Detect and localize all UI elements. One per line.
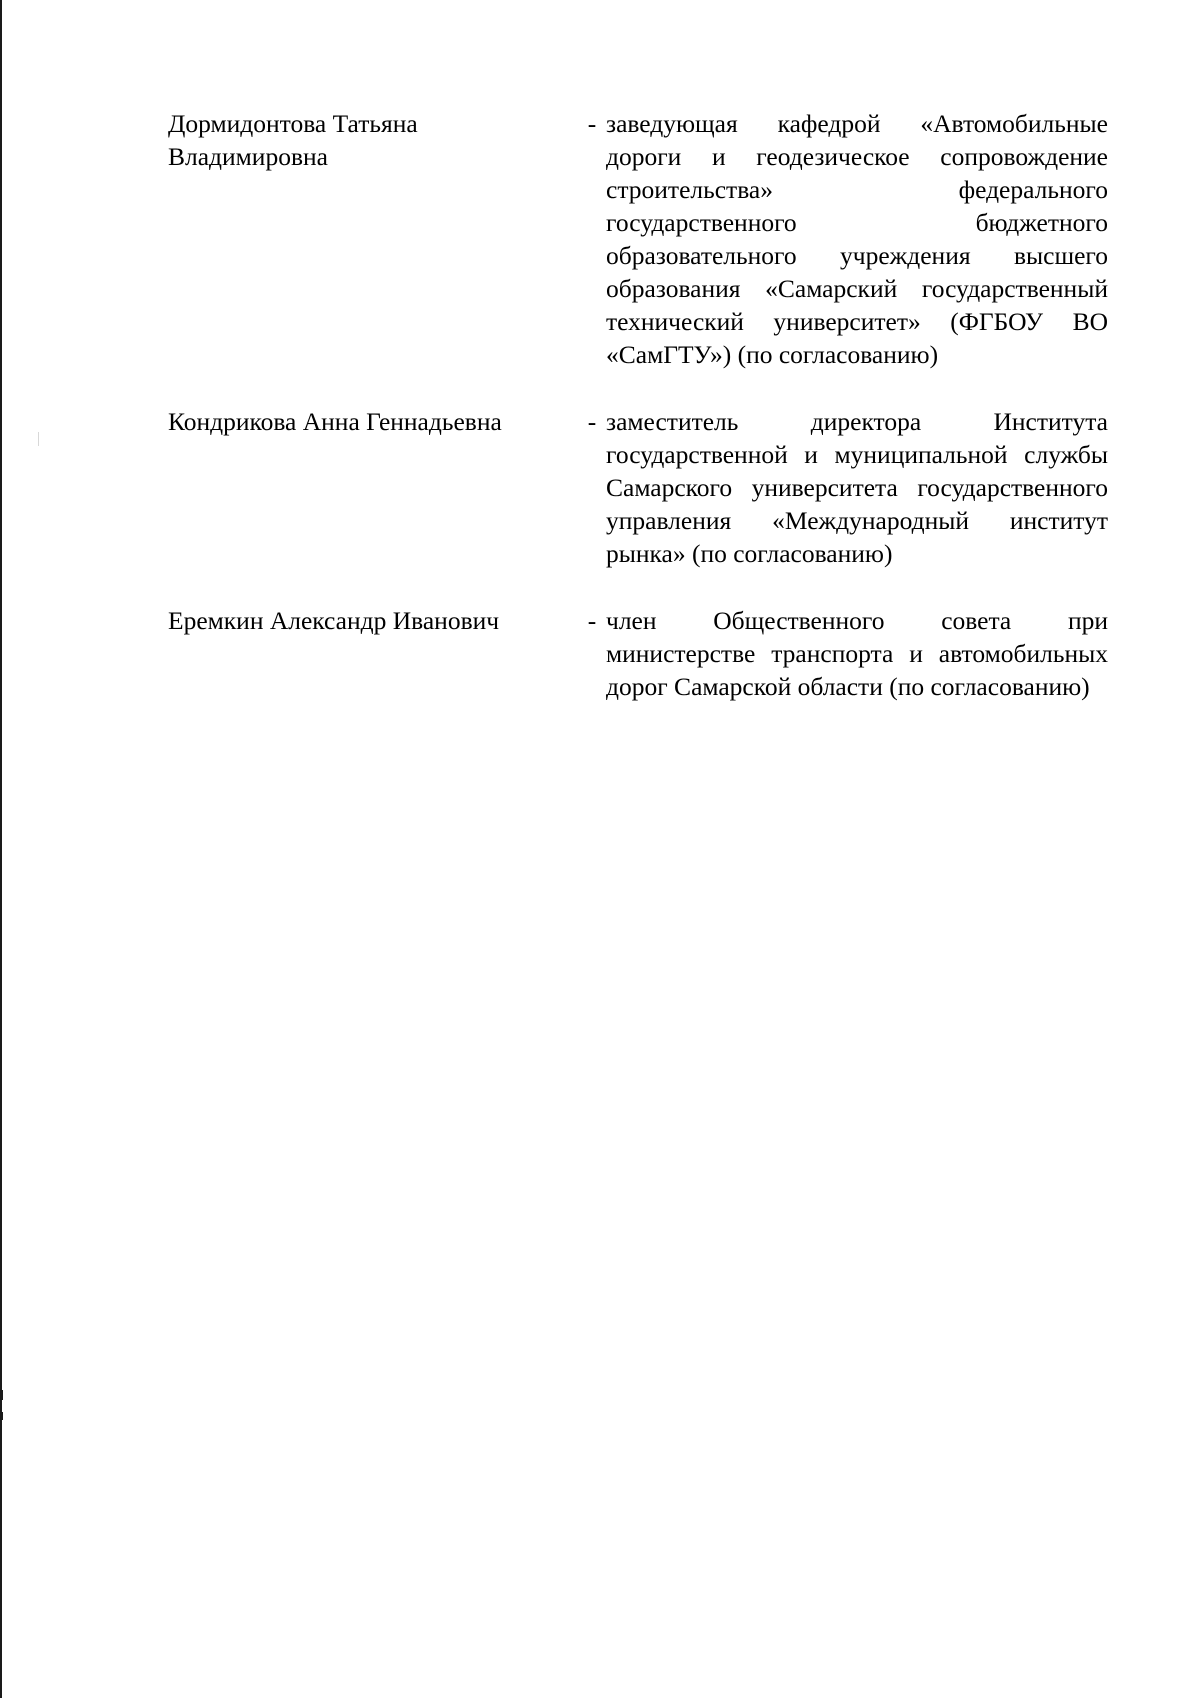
member-role: заведующая кафедрой «Автомобильные дороги и геодезическое сопровождение строительства» федерального государственного бюджетного образовательного учреждения высшего образования «Самарский государственный технический университет» (ФГБОУ ВО «СамГТУ») (по согласованию) [606,109,1108,369]
scan-left-edge [0,0,2,1698]
member-entry [168,107,1108,371]
scan-artifact [38,432,39,446]
member-role: член Общественного совета при министерстве транспорта и автомобильных дорог Самарской области (по согласованию) [606,606,1108,701]
member-entry [168,405,1108,570]
member-role: заместитель директора Института государственной и муниципальной службы Самарского университета государственного управления «Международный институт рынка» (по согласованию) [606,407,1108,568]
member-list [168,107,1108,737]
member-name: Кондрикова Анна Геннадьевна [168,407,502,436]
entry-dash: - [587,606,597,635]
entry-dash: - [587,109,597,138]
member-name: Еремкин Александр Иванович [168,606,500,635]
member-name: Дормидонтова Татьяна Владимировна [168,109,418,171]
member-entry [168,604,1108,703]
scan-mark [0,1390,3,1400]
scan-mark [0,1412,3,1420]
entry-dash: - [587,407,597,436]
